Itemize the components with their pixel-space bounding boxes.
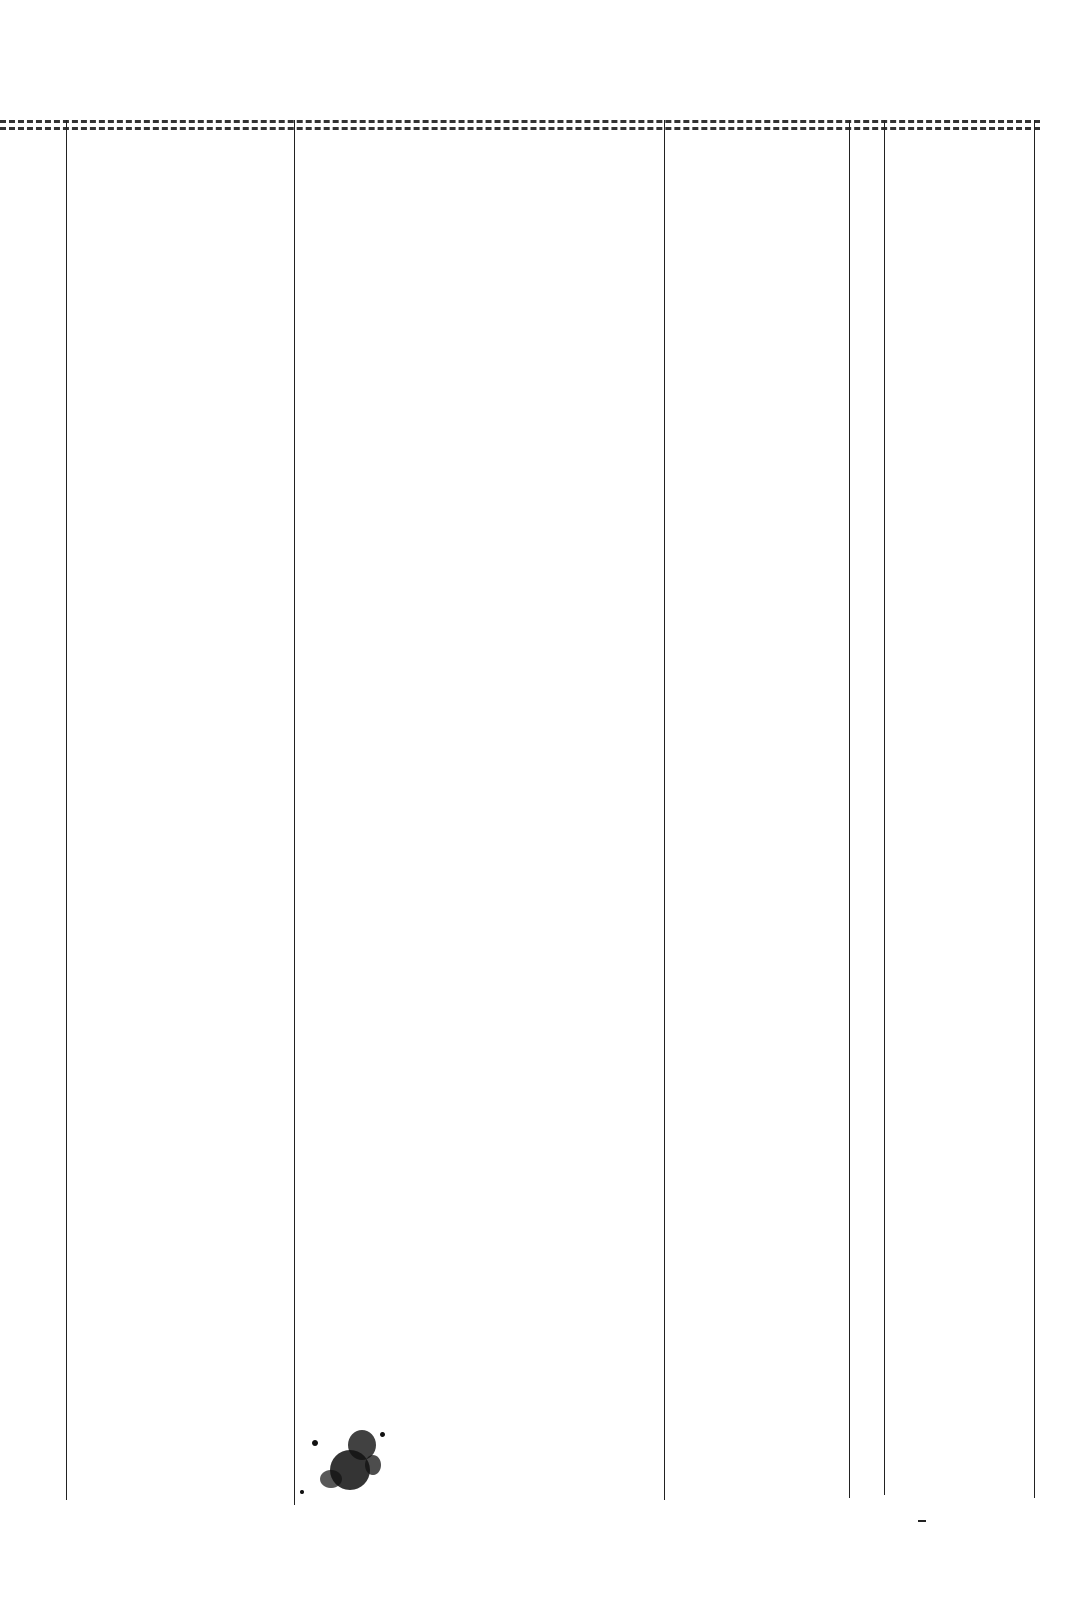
- page-number-box: [918, 1520, 926, 1522]
- column-rule-qty: [884, 120, 885, 1495]
- column-rule-part: [294, 120, 295, 1505]
- column-rule-name: [664, 120, 665, 1500]
- column-rule-left: [66, 120, 67, 1500]
- column-rule-right: [1034, 120, 1035, 1498]
- column-rule-remark: [849, 120, 850, 1498]
